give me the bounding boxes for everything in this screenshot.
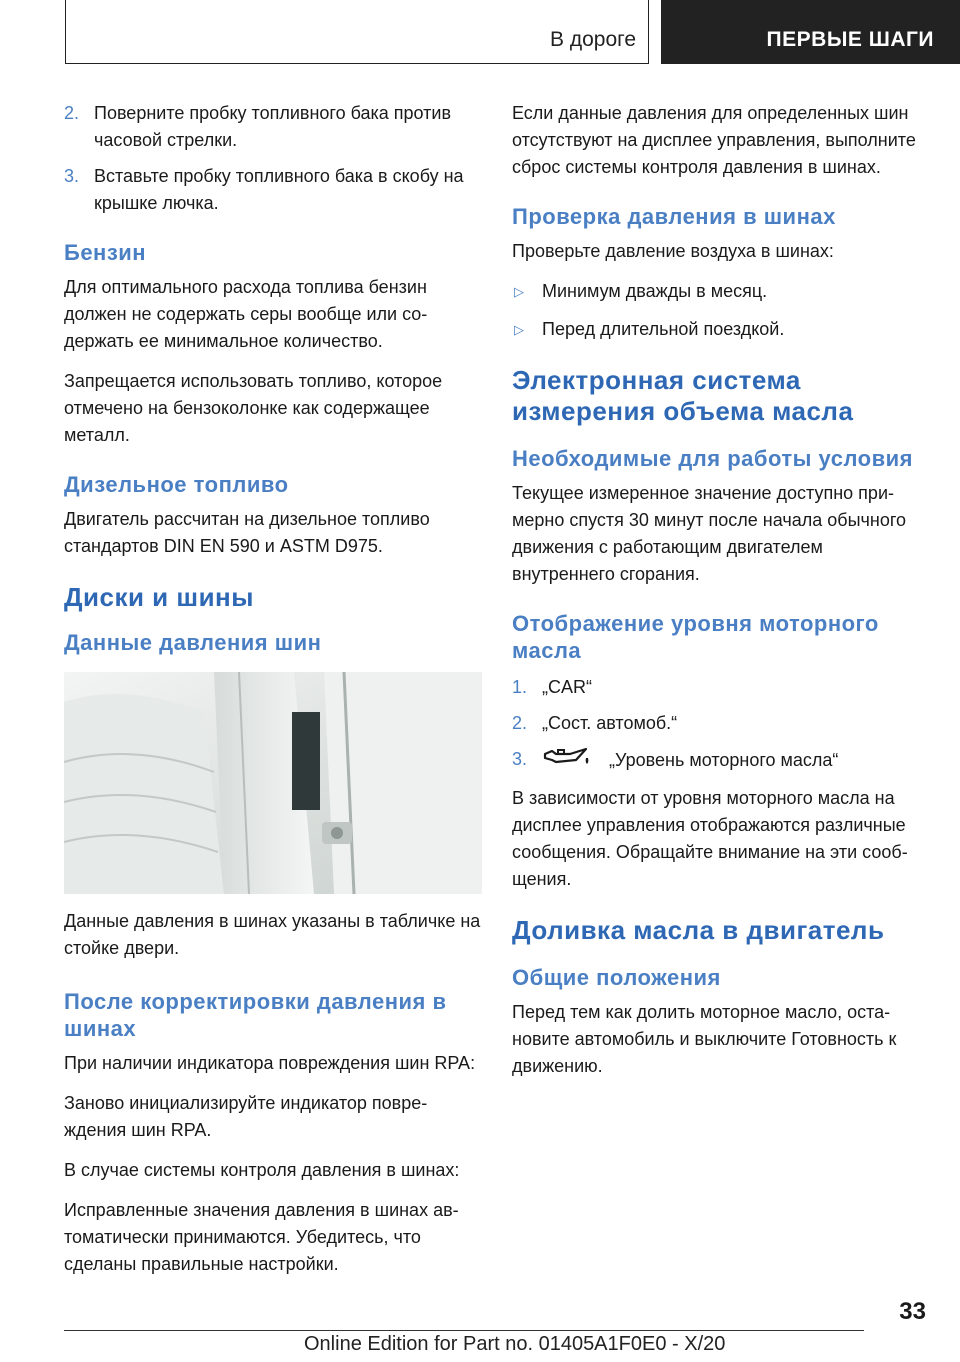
heading-general: Общие положения [512, 965, 721, 990]
door-pillar-photo [64, 672, 482, 894]
paragraph: В зависимости от уровня моторного масла на дисплее управления отображаются различные сообщения. Обращайте внимание на эти сообщения. [512, 788, 908, 889]
step-text: „Сост. автомоб.“ [542, 713, 678, 733]
footer-edition: Online Edition for Part no. 01405A1F0E0 - X/20 [304, 1333, 726, 1355]
step-number: 1. [512, 677, 528, 697]
heading-refill-oil: Доливка масла в двигатель [512, 915, 885, 945]
paragraph: Заново инициализируйте индикатор повреждения шин RPA. [64, 1093, 428, 1140]
step-text: Поверните пробку топливного бака против часовой стрелки. [94, 103, 452, 150]
heading-benzin: Бензин [64, 240, 147, 265]
step-item [512, 674, 930, 701]
heading-check-pressure: Проверка давления в шинах [512, 204, 836, 229]
header-chapter-box [661, 0, 960, 64]
paragraph: В случае системы контроля давления в шинах: [64, 1160, 460, 1180]
page-number: 33 [899, 1298, 926, 1325]
bullet-item [512, 316, 930, 343]
paragraph: Перед тем как долить моторное масло, остановите автомобиль и выключите Готовность к движению. [512, 1002, 897, 1076]
step-text: „CAR“ [542, 677, 592, 697]
step-item [512, 710, 930, 737]
heading-electronic-oil: Электронная система измерения объема масла [512, 365, 854, 426]
left-column [64, 100, 482, 1291]
paragraph: Если данные давления для определенных шин отсутствуют на дисплее управления, выполните сброс системы контроля давления в шинах. [512, 103, 916, 177]
heading-conditions: Необходимые для работы условия [512, 446, 913, 471]
bullet-triangle-icon: ▷ [514, 284, 524, 299]
heading-disks: Диски и шины [64, 582, 254, 612]
bullet-triangle-icon: ▷ [514, 322, 524, 337]
paragraph: Исправленные значения давления в шинах автоматически принимаются. Убедитесь, что сделаны правильные настройки. [64, 1200, 459, 1274]
step-number: 3. [64, 166, 80, 186]
photo-caption: Данные давления в шинах указаны в табличке на стойке двери. [64, 911, 481, 958]
header-section-box [65, 0, 649, 64]
paragraph: Для оптимального расхода топлива бензин должен не содержать серы вообще или содержать ее минимальное количество. [64, 277, 428, 351]
step-number: 2. [512, 713, 528, 733]
bullet-text: Перед длительной поездкой. [542, 319, 785, 339]
door-pillar-illustration [64, 672, 482, 894]
paragraph: Запрещается использовать топливо, которое отмечено на бензоколонке как содержащее металл. [64, 371, 443, 445]
heading-after-correction: После корректировки давления в шинах [64, 989, 447, 1041]
heading-oil-display: Отображение уровня моторного масла [512, 611, 879, 663]
paragraph: Проверьте давление воздуха в шинах: [512, 241, 834, 261]
paragraph: Текущее измеренное значение доступно примерно спустя 30 минут после начала обычного движения с работающим двигателем внутреннего сгорания. [512, 483, 907, 584]
step-item [512, 746, 930, 776]
footer-divider [64, 1330, 864, 1331]
step-number: 2. [64, 103, 80, 123]
step-number: 3. [512, 749, 528, 769]
paragraph: Двигатель рассчитан на дизельное топливо стандартов DIN EN 590 и ASTM D975. [64, 509, 430, 556]
oil-can-icon [542, 746, 590, 776]
bullet-item [512, 278, 930, 305]
step-item [64, 163, 482, 217]
header-chapter-title: ПЕРВЫЕ ШАГИ [766, 28, 934, 51]
step-text: Вставьте пробку топливного бака в скобу на крышке лючка. [94, 166, 464, 213]
paragraph: При наличии индикатора повреждения шин RPA: [64, 1053, 476, 1073]
header-section-title: В дороге [549, 28, 636, 51]
bullet-text: Минимум дважды в месяц. [542, 281, 768, 301]
heading-pressure: Данные давления шин [64, 630, 322, 655]
right-column [512, 100, 930, 1093]
heading-diesel: Дизельное топливо [64, 472, 289, 497]
step-item [64, 100, 482, 154]
step-text: „Уровень моторного масла“ [609, 749, 839, 770]
